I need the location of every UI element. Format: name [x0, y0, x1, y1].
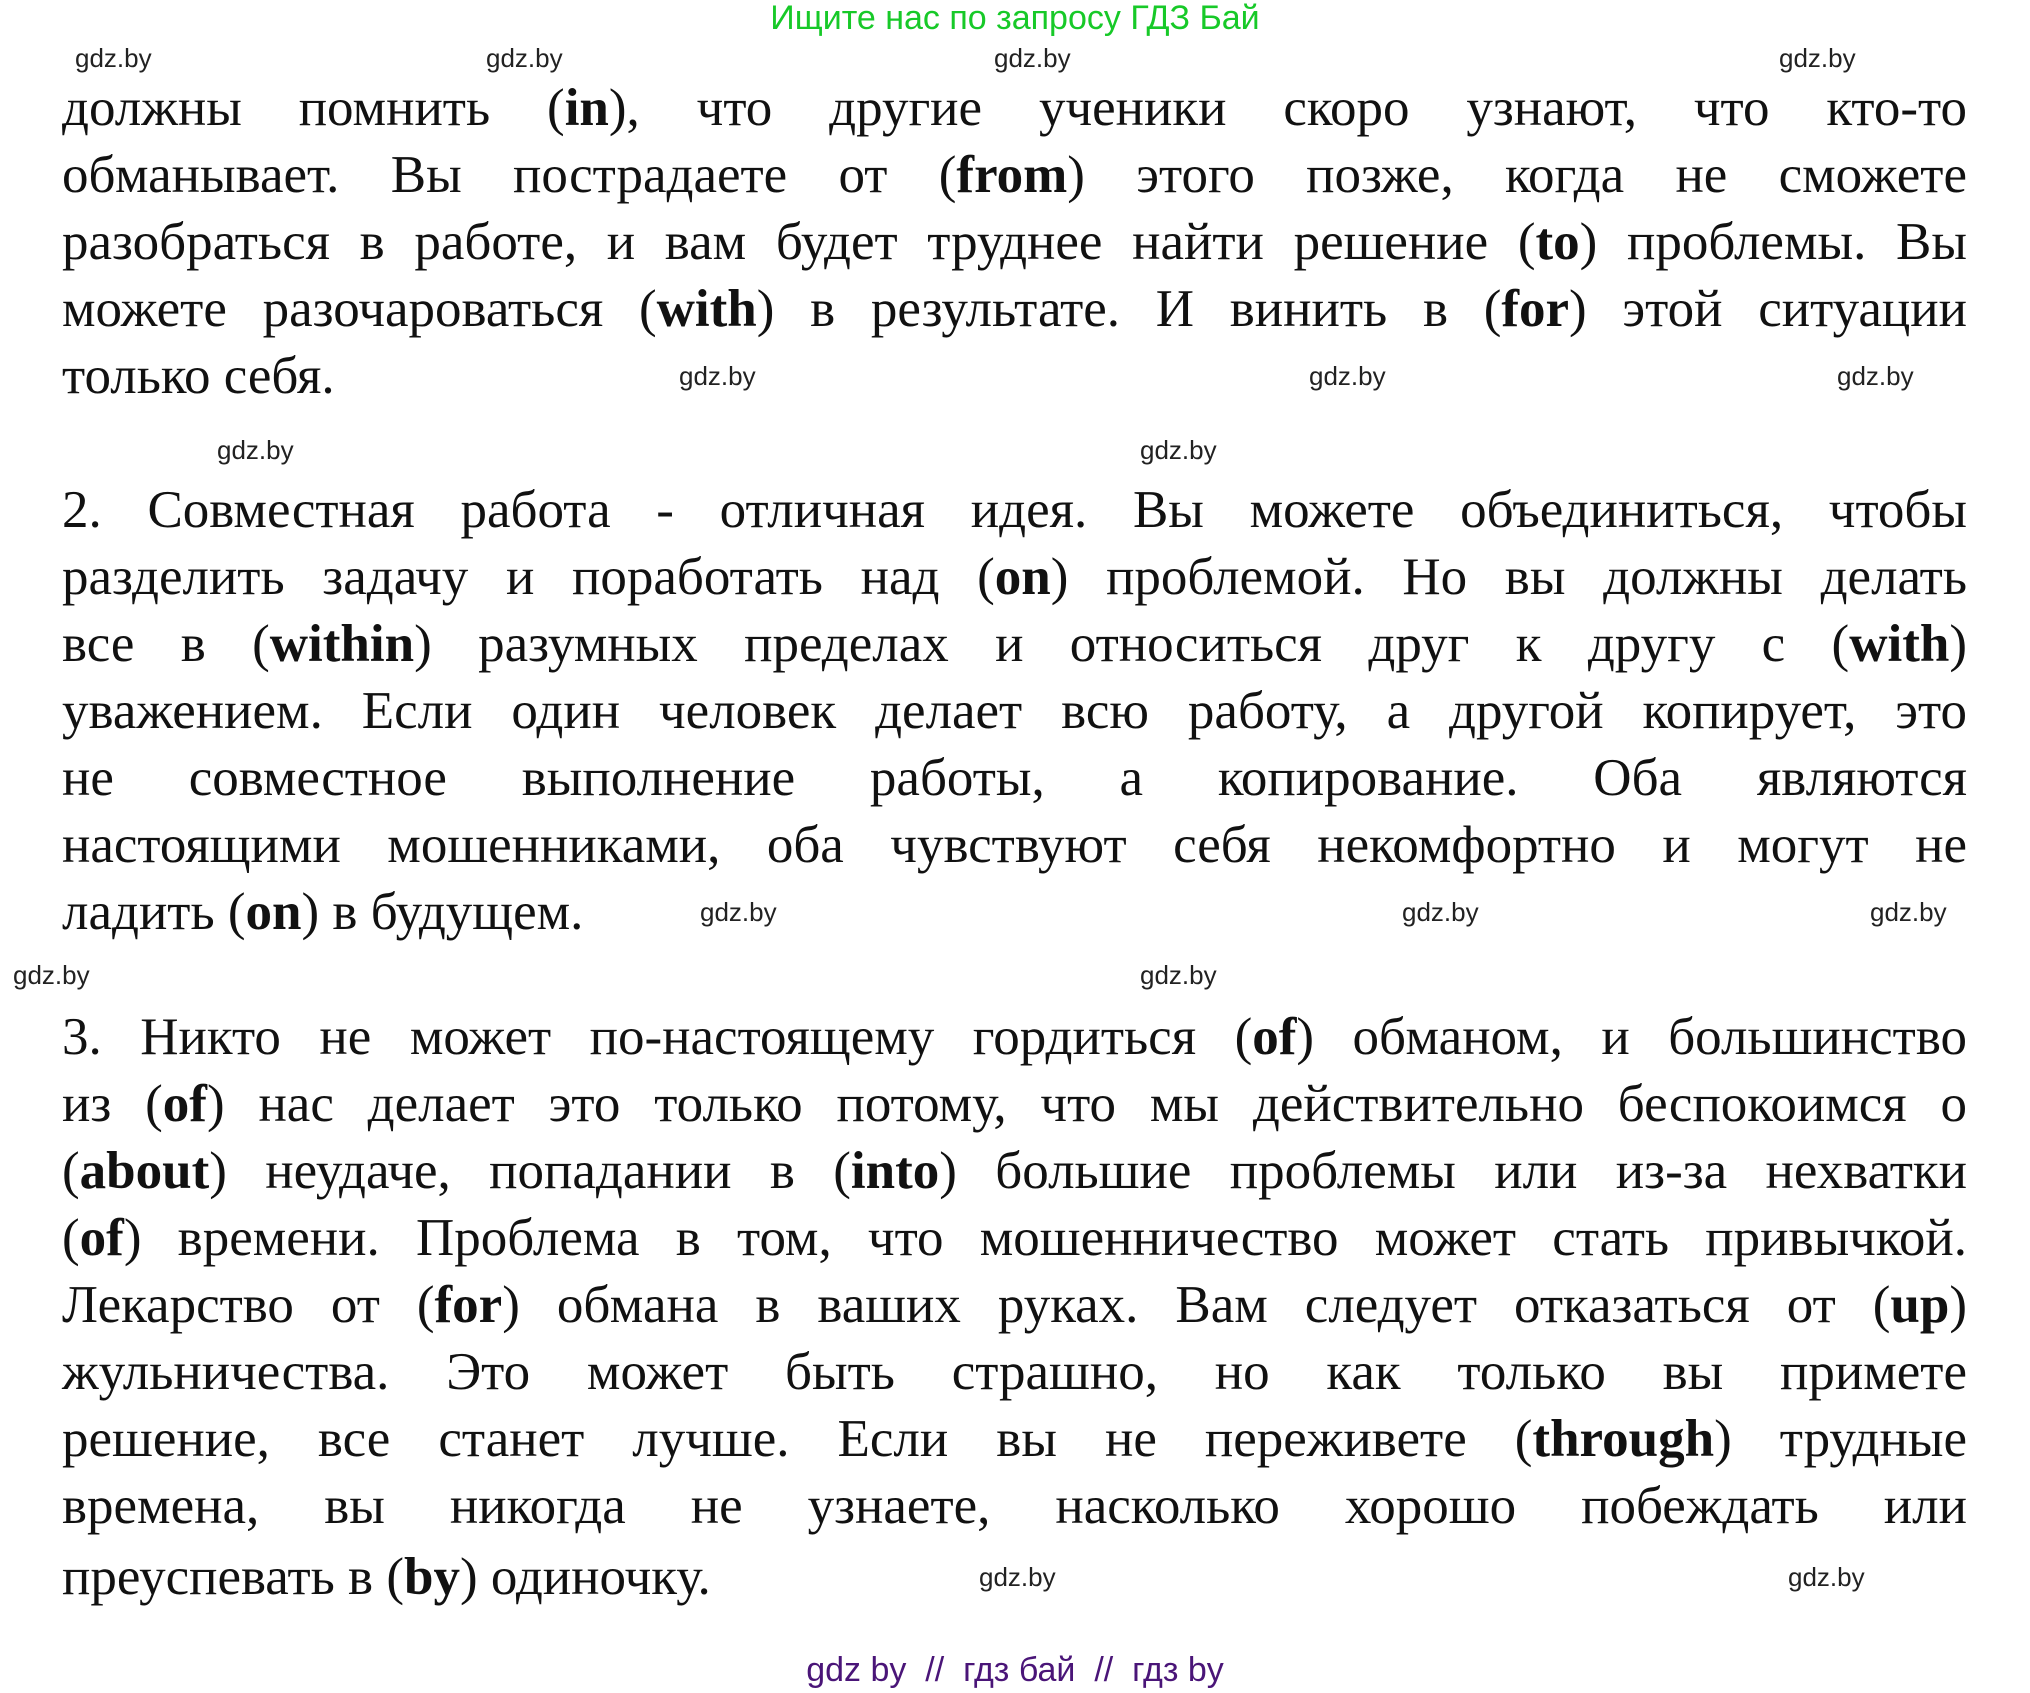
- watermark: gdz.by: [1779, 43, 1856, 73]
- paragraph-3-line: [62, 1273, 1967, 1337]
- paragraph-2-line: [62, 478, 1967, 542]
- watermark: gdz.by: [1402, 897, 1479, 927]
- answer-preposition: on: [994, 548, 1051, 606]
- text-segment: настоящими мошенниками, оба чувствуют себя некомфортно и могут не: [62, 816, 1967, 874]
- text-segment: ) неудаче, попадании в (: [209, 1142, 851, 1200]
- watermark: gdz.by: [979, 1562, 1056, 1592]
- text-segment: решение, все станет лучше. Если вы не переживете (: [62, 1410, 1533, 1468]
- text-segment: 2. Совместная работа - отличная идея. Вы можете объединиться, чтобы: [62, 481, 1967, 539]
- text-segment: ), что другие ученики скоро узнают, что кто-то: [608, 79, 1967, 137]
- text-segment: ) проблемы. Вы: [1579, 213, 1967, 271]
- answer-preposition: with: [1849, 615, 1950, 673]
- search-hint-banner: Ищите нас по запросу ГДЗ Бай: [770, 0, 1260, 37]
- text-segment: ) этого позже, когда не сможете: [1067, 146, 1967, 204]
- watermark: gdz.by: [1837, 361, 1914, 391]
- text-segment: все в (: [62, 615, 270, 673]
- answer-preposition: of: [1252, 1008, 1297, 1066]
- paragraph-2-line: [62, 746, 1967, 810]
- text-segment: из (: [62, 1075, 163, 1133]
- paragraph-2-line: [62, 880, 583, 944]
- watermark: gdz.by: [994, 43, 1071, 73]
- answer-preposition: on: [245, 883, 302, 941]
- answer-preposition: by: [403, 1548, 460, 1606]
- watermark: gdz.by: [1140, 435, 1217, 465]
- text-segment: 3. Никто не может по-настоящему гордиться (: [62, 1008, 1253, 1066]
- paragraph-2-line: [62, 679, 1967, 743]
- watermark: gdz.by: [1870, 897, 1947, 927]
- watermark: gdz.by: [75, 43, 152, 73]
- answer-preposition: for: [1501, 280, 1570, 338]
- watermark: gdz.by: [679, 361, 756, 391]
- text-segment: разделить задачу и поработать над (: [62, 548, 995, 606]
- text-segment: жульничества. Это может быть страшно, но как только вы примете: [62, 1343, 1967, 1401]
- text-segment: можете разочароваться (: [62, 280, 657, 338]
- text-segment: ) нас делает это только потому, что мы действительно беспокоимся о: [206, 1075, 1968, 1133]
- paragraph-2-line: [62, 545, 1967, 609]
- text-segment: Лекарство от (: [62, 1276, 435, 1334]
- text-segment: (: [62, 1209, 80, 1267]
- text-segment: обманывает. Вы пострадаете от (: [62, 146, 957, 204]
- answer-preposition: up: [1890, 1276, 1950, 1334]
- text-segment: ) этой ситуации: [1569, 280, 1967, 338]
- paragraph-3-line: [62, 1474, 1967, 1538]
- paragraph-1-line: [62, 210, 1967, 274]
- answer-preposition: within: [269, 615, 415, 673]
- watermark: gdz.by: [1788, 1562, 1865, 1592]
- paragraph-1-line: [62, 344, 335, 408]
- text-segment: разобраться в работе, и вам будет труднее найти решение (: [62, 213, 1536, 271]
- paragraph-3-line: [62, 1545, 711, 1609]
- answer-preposition: for: [434, 1276, 503, 1334]
- watermark: gdz.by: [217, 435, 294, 465]
- paragraph-3-line: [62, 1072, 1967, 1136]
- answer-preposition: through: [1532, 1410, 1715, 1468]
- watermark: gdz.by: [13, 960, 90, 990]
- text-segment: ладить (: [62, 883, 246, 941]
- text-segment: ) разумных пределах и относиться друг к другу с (: [414, 615, 1850, 673]
- text-segment: уважением. Если один человек делает всю работу, а другой копирует, это: [62, 682, 1967, 740]
- answer-preposition: of: [162, 1075, 207, 1133]
- text-segment: ) обманом, и большинство: [1296, 1008, 1967, 1066]
- answer-preposition: from: [956, 146, 1068, 204]
- answer-preposition: about: [79, 1142, 210, 1200]
- text-segment: времена, вы никогда не узнаете, насколько хорошо побеждать или: [62, 1477, 1967, 1535]
- answer-preposition: in: [564, 79, 609, 137]
- text-segment: (: [62, 1142, 80, 1200]
- paragraph-1-line: [62, 143, 1967, 207]
- paragraph-3-line: [62, 1139, 1967, 1203]
- watermark: gdz.by: [1309, 361, 1386, 391]
- text-segment: только себя.: [62, 347, 335, 405]
- answer-preposition: with: [656, 280, 757, 338]
- paragraph-3-line: [62, 1005, 1967, 1069]
- text-segment: ): [1949, 1276, 1967, 1334]
- text-segment: не совместное выполнение работы, а копирование. Оба являются: [62, 749, 1967, 807]
- footer-links[interactable]: gdz by // гдз бай // гдз by: [806, 1651, 1224, 1689]
- answer-preposition: of: [79, 1209, 124, 1267]
- paragraph-1-line: [62, 277, 1967, 341]
- text-segment: преуспевать в (: [62, 1548, 404, 1606]
- answer-preposition: into: [850, 1142, 940, 1200]
- text-segment: ) в результате. И винить в (: [756, 280, 1502, 338]
- text-segment: должны помнить (: [62, 79, 565, 137]
- text-segment: ) времени. Проблема в том, что мошенничество может стать привычкой.: [123, 1209, 1967, 1267]
- paragraph-2-line: [62, 813, 1967, 877]
- text-segment: ) проблемой. Но вы должны делать: [1050, 548, 1967, 606]
- watermark: gdz.by: [1140, 960, 1217, 990]
- text-segment: ) в будущем.: [301, 883, 584, 941]
- paragraph-3-line: [62, 1340, 1967, 1404]
- text-segment: ) одиночку.: [459, 1548, 711, 1606]
- paragraph-3-line: [62, 1407, 1967, 1471]
- paragraph-1-line: [62, 76, 1967, 140]
- watermark: gdz.by: [700, 897, 777, 927]
- paragraph-2-line: [62, 612, 1967, 676]
- watermark: gdz.by: [486, 43, 563, 73]
- text-segment: ) трудные: [1714, 1410, 1968, 1468]
- paragraph-3-line: [62, 1206, 1967, 1270]
- answer-preposition: to: [1535, 213, 1580, 271]
- text-segment: ) обмана в ваших руках. Вам следует отказаться от (: [502, 1276, 1891, 1334]
- text-segment: ) большие проблемы или из-за нехватки: [939, 1142, 1968, 1200]
- text-segment: ): [1949, 615, 1967, 673]
